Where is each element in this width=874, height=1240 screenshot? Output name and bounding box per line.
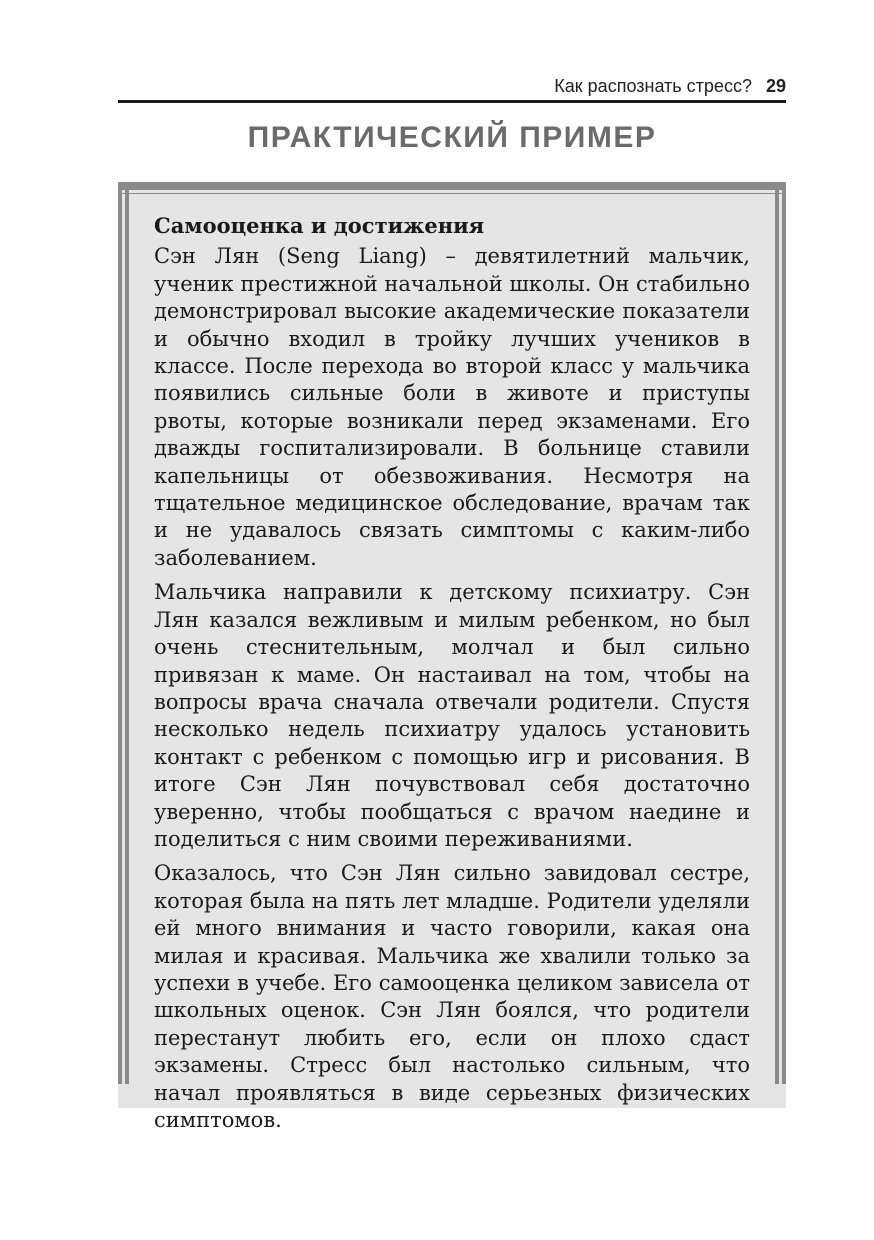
case-study-paragraph-3: Оказалось, что Сэн Лян сильно завидовал сестре, которая была на пять лет младше. Родители уделяли ей много внимания и часто говорили, какая она милая и красивая. Мальчика же хвалили только за успехи в учебе. Его самооценка целиком зависела от школьных оценок. Сэн Лян боялся, что родители перестанут любить его, если он плохо сдаст экзамены. Стресс был настолько сильным, что начал проявляться в виде серьезных физических симптомов. bbox=[154, 861, 750, 1132]
section-title: ПРАКТИЧЕСКИЙ ПРИМЕР bbox=[247, 121, 657, 154]
case-box-right-border bbox=[774, 182, 786, 1084]
case-study-content bbox=[154, 212, 750, 1141]
page-number: 29 bbox=[765, 76, 786, 96]
case-study-paragraph-1: Сэн Лян (Seng Liang) – девятилетний мальчик, ученик престижной начальной школы. Он стабильно демонстрировал высокие академические показатели и обычно входил в тройку лучших учеников в классе. После перехода во второй класс у мальчика появились сильные боли в животе и приступы рвоты, которые возникали перед экзаменами. Его дважды госпитализировали. В больнице ставили капельницы от обезвоживания. Несмотря на тщательное медицинское обследование, врачам так и не удавалось связать симптомы с каким-либо заболеванием. bbox=[154, 244, 750, 570]
case-study-paragraph-2: Мальчика направили к детскому психиатру. Сэн Лян казался вежливым и милым ребенком, но был очень стеснительным, молчал и был сильно привязан к маме. Он настаивал на том, чтобы на вопросы врача сначала отвечали родители. Спустя несколько недель психиатру удалось установить контакт с ребенком с помощью игр и рисования. В итоге Сэн Лян почувствовал себя достаточно уверенно, чтобы пообщаться с врачом наедине и поделиться с ним своими переживаниями. bbox=[154, 580, 750, 851]
header-rule bbox=[118, 100, 786, 103]
case-study-heading: Самооценка и достижения bbox=[154, 213, 485, 238]
running-head bbox=[118, 72, 786, 100]
case-study-box bbox=[118, 182, 786, 1132]
case-box-top-border bbox=[118, 182, 786, 194]
running-head-chapter-title: Как распознать стресс? bbox=[554, 76, 752, 96]
case-box-left-border bbox=[118, 182, 130, 1084]
